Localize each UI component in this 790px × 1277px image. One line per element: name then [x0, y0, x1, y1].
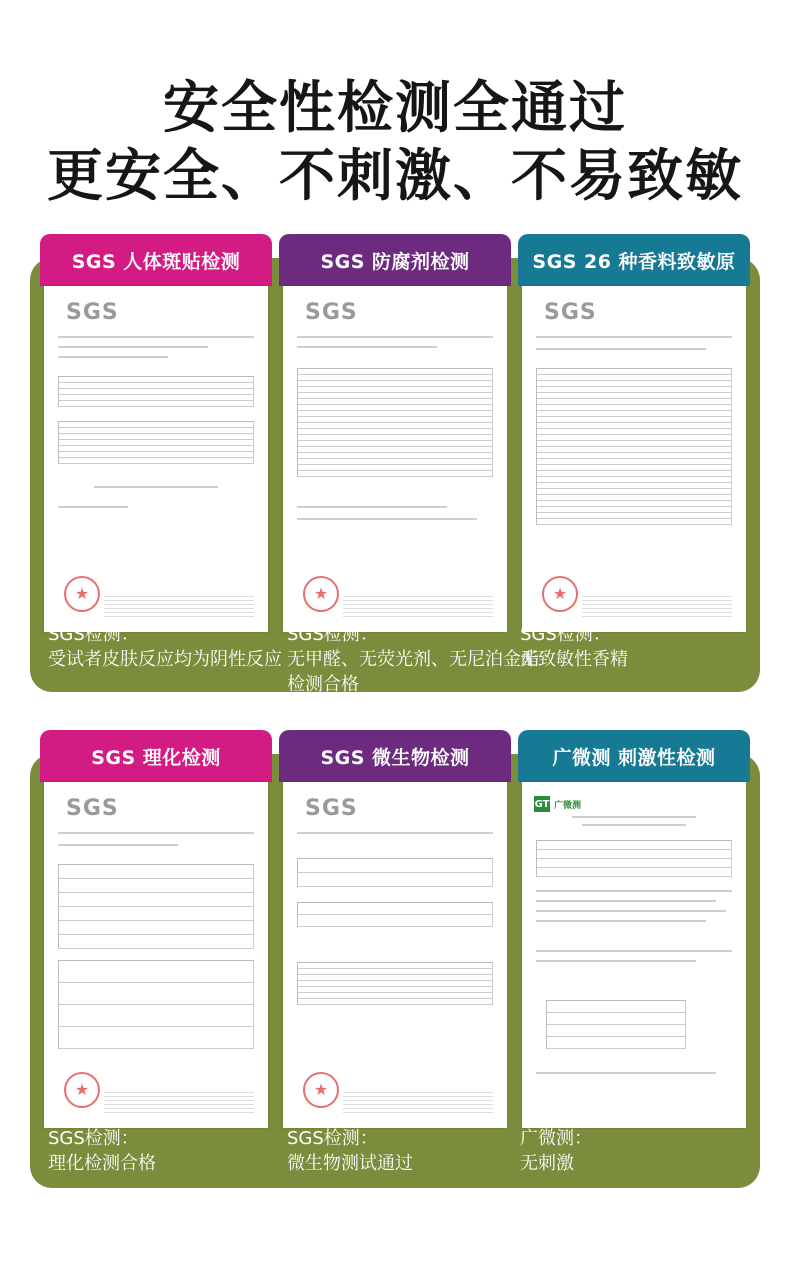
sgs-logo: SGS: [66, 300, 119, 325]
seal-icon: [303, 1072, 339, 1108]
seal-icon: [64, 1072, 100, 1108]
certificate-document: [44, 286, 268, 632]
card-sgs-fragrance-allergen: [518, 234, 750, 632]
seal-icon: [64, 576, 100, 612]
card-sgs-microbial-test: [279, 730, 511, 1128]
certificate-document: [283, 782, 507, 1128]
caption-patch-test: SGS检测： 受试者皮肤反应均为阴性反应: [48, 624, 282, 670]
certificate-document: [283, 286, 507, 632]
caption-physicochemical-test: SGS检测： 理化检测合格: [48, 1128, 156, 1174]
card-sgs-patch-test: [40, 234, 272, 632]
gt-logo-icon: GT: [534, 796, 550, 812]
certificate-document: [522, 286, 746, 632]
caption-irritation-test: 广微测： 无刺激: [520, 1128, 592, 1174]
caption-preservative-test: SGS检测： 无甲醛、无荧光剂、无尼泊金酯 检测合格: [287, 624, 539, 695]
sgs-logo: SGS: [544, 300, 597, 325]
sgs-logo: SGS: [66, 796, 119, 821]
card-sgs-physicochemical-test: [40, 730, 272, 1128]
headline-line-1: 安全性检测全通过: [163, 76, 627, 141]
sgs-logo: SGS: [305, 300, 358, 325]
certificate-document: [522, 782, 746, 1128]
card-tab: SGS 26 种香料致敏原: [518, 234, 750, 286]
caption-fragrance-allergen: SGS检测： 无致敏性香精: [520, 624, 628, 670]
caption-microbial-test: SGS检测： 微生物测试通过: [287, 1128, 413, 1174]
card-tab: 广微测 刺激性检测: [518, 730, 750, 782]
seal-icon: [542, 576, 578, 612]
card-tab: SGS 防腐剂检测: [279, 234, 511, 286]
headline-line-2: 更安全、不刺激、不易致敏: [47, 144, 743, 209]
card-tab: SGS 理化检测: [40, 730, 272, 782]
gt-logo: [534, 796, 581, 812]
certificate-document: [44, 782, 268, 1128]
sgs-logo: SGS: [305, 796, 358, 821]
card-gt-irritation-test: [518, 730, 750, 1128]
card-sgs-preservative-test: [279, 234, 511, 632]
seal-icon: [303, 576, 339, 612]
gt-logo-name: 广微测: [554, 800, 582, 811]
card-tab: SGS 人体斑贴检测: [40, 234, 272, 286]
card-tab: SGS 微生物检测: [279, 730, 511, 782]
